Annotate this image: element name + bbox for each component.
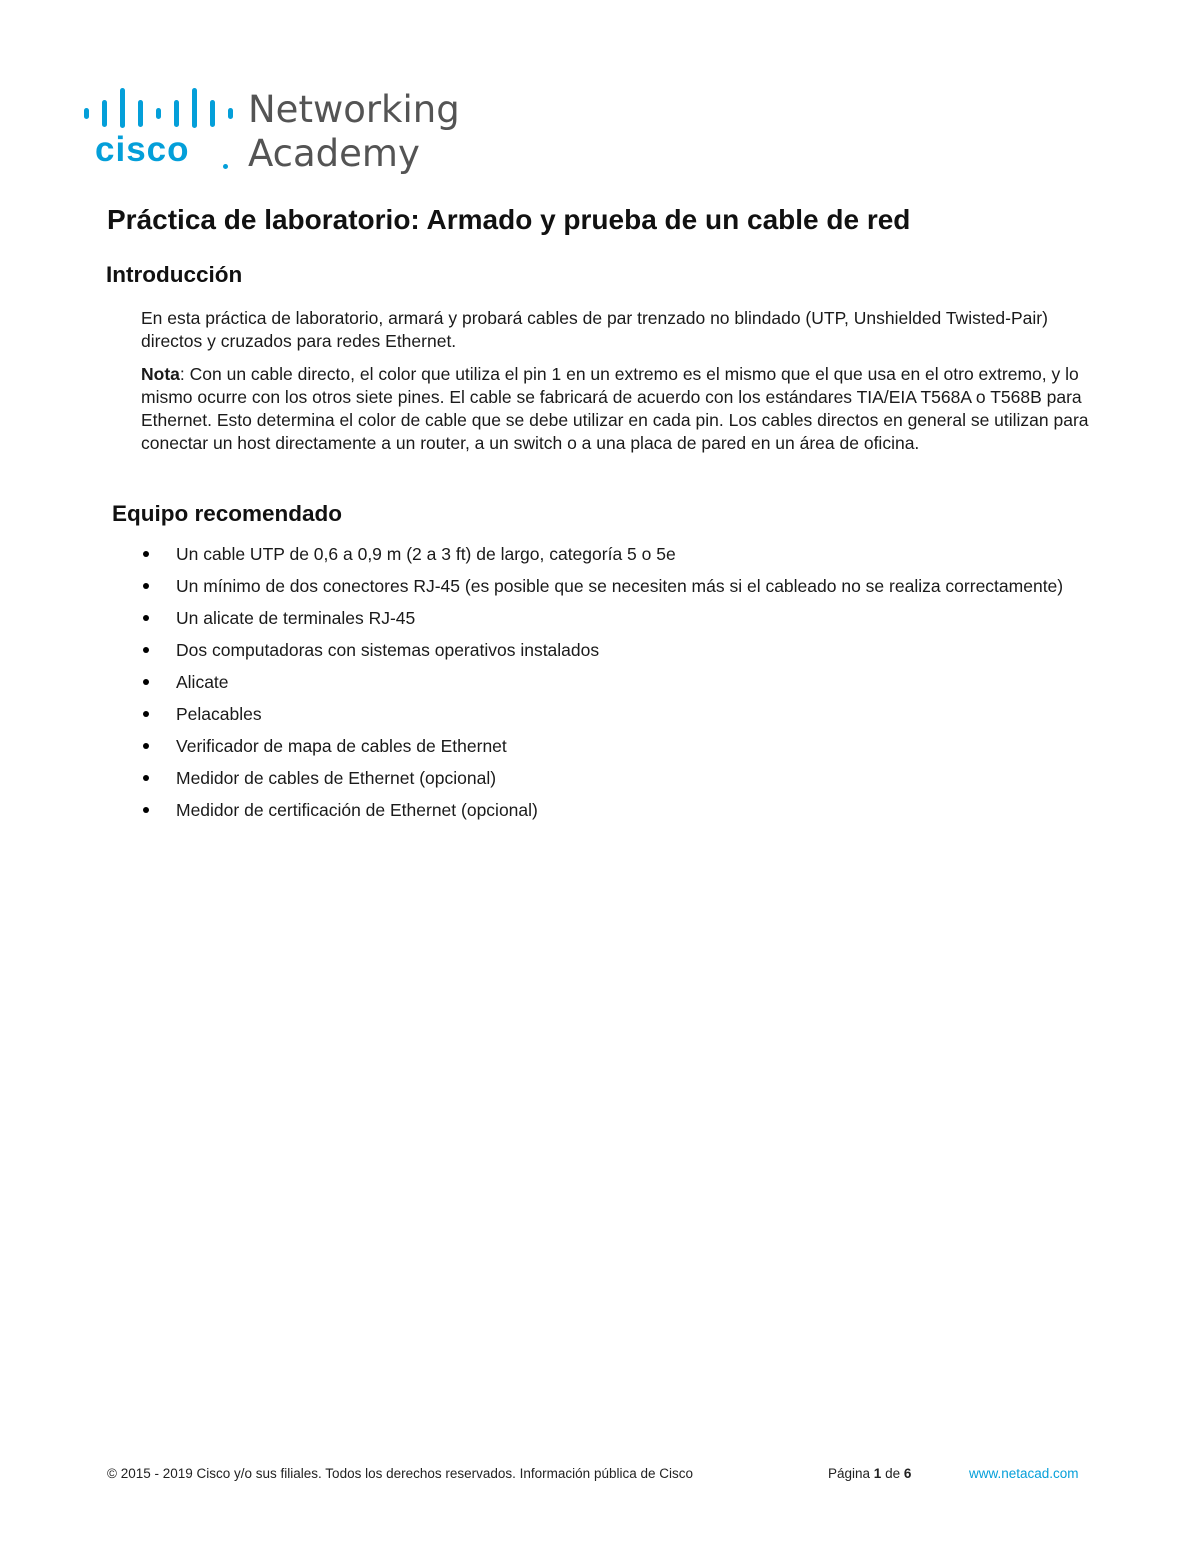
list-item-text: Un alicate de terminales RJ-45	[176, 608, 416, 628]
page-footer	[107, 1464, 1097, 1484]
list-item	[140, 606, 1080, 631]
bullet-icon	[143, 583, 149, 589]
product-name-line1: Networking	[248, 88, 460, 131]
list-item-text: Un mínimo de dos conectores RJ-45 (es posible que se necesiten más si el cableado no se realiza correctamente)	[176, 576, 1064, 596]
note-label: Nota	[141, 364, 180, 384]
list-item	[140, 574, 1080, 599]
list-item-text: Pelacables	[176, 704, 262, 724]
bullet-icon	[143, 743, 149, 749]
list-item-text: Verificador de mapa de cables de Ethernet	[176, 736, 507, 756]
trademark-dot	[223, 164, 228, 169]
equipment-list	[140, 542, 1080, 830]
bullet-icon	[143, 807, 149, 813]
bullet-icon	[143, 679, 149, 685]
product-name	[248, 88, 460, 176]
netacad-link[interactable]: www.netacad.com	[969, 1466, 1079, 1481]
page-title: Práctica de laboratorio: Armado y prueba de un cable de red	[107, 204, 911, 235]
page-current: 1	[873, 1466, 882, 1481]
equipment-heading: Equipo recomendado	[112, 501, 343, 526]
page-number	[828, 1464, 911, 1484]
page-prefix: Página	[828, 1466, 874, 1481]
list-item-text: Un cable UTP de 0,6 a 0,9 m (2 a 3 ft) de largo, categoría 5 o 5e	[176, 544, 676, 564]
list-item	[140, 670, 1080, 695]
product-name-line2: Academy	[248, 132, 420, 175]
cisco-bars-icon	[84, 88, 234, 128]
list-item-text: Alicate	[176, 672, 229, 692]
cisco-networking-academy-logo	[84, 88, 484, 180]
list-item-text: Medidor de certificación de Ethernet (opcional)	[176, 800, 538, 820]
copyright-notice: © 2015 - 2019 Cisco y/o sus filiales. Todos los derechos reservados. Información pública de Cisco	[107, 1466, 693, 1481]
note-text: : Con un cable directo, el color que utiliza el pin 1 en un extremo es el mismo que el que usa en el otro extremo, y lo mismo ocurre con los otros siete pines. El cable se fabricará de acuerdo con los estándares TIA/EIA T568A o T568B para Ethernet. Esto determina el color de cable que se debe utilizar en cada pin. Los cables directos en general se utilizan para conectar un host directamente a un router, a un switch o a una placa de pared en un área de oficina.	[141, 364, 1089, 453]
list-item	[140, 702, 1080, 727]
list-item	[140, 798, 1080, 823]
introduction-paragraph: En esta práctica de laboratorio, armará y probará cables de par trenzado no blindado (UTP, Unshielded Twisted-Pair) directos y cruzados para redes Ethernet.	[141, 308, 1048, 351]
list-item	[140, 766, 1080, 791]
list-item-text: Medidor de cables de Ethernet (opcional)	[176, 768, 497, 788]
list-item	[140, 638, 1080, 663]
cisco-wordmark: cisco	[95, 130, 190, 169]
page-total: 6	[903, 1466, 912, 1481]
list-item	[140, 542, 1080, 567]
list-item-text: Dos computadoras con sistemas operativos instalados	[176, 640, 600, 660]
bullet-icon	[143, 711, 149, 717]
bullet-icon	[143, 647, 149, 653]
bullet-icon	[143, 615, 149, 621]
page-middle: de	[881, 1466, 904, 1481]
note-paragraph	[141, 363, 1101, 455]
list-item	[140, 734, 1080, 759]
introduction-heading: Introducción	[106, 262, 243, 287]
bullet-icon	[143, 551, 149, 557]
bullet-icon	[143, 775, 149, 781]
